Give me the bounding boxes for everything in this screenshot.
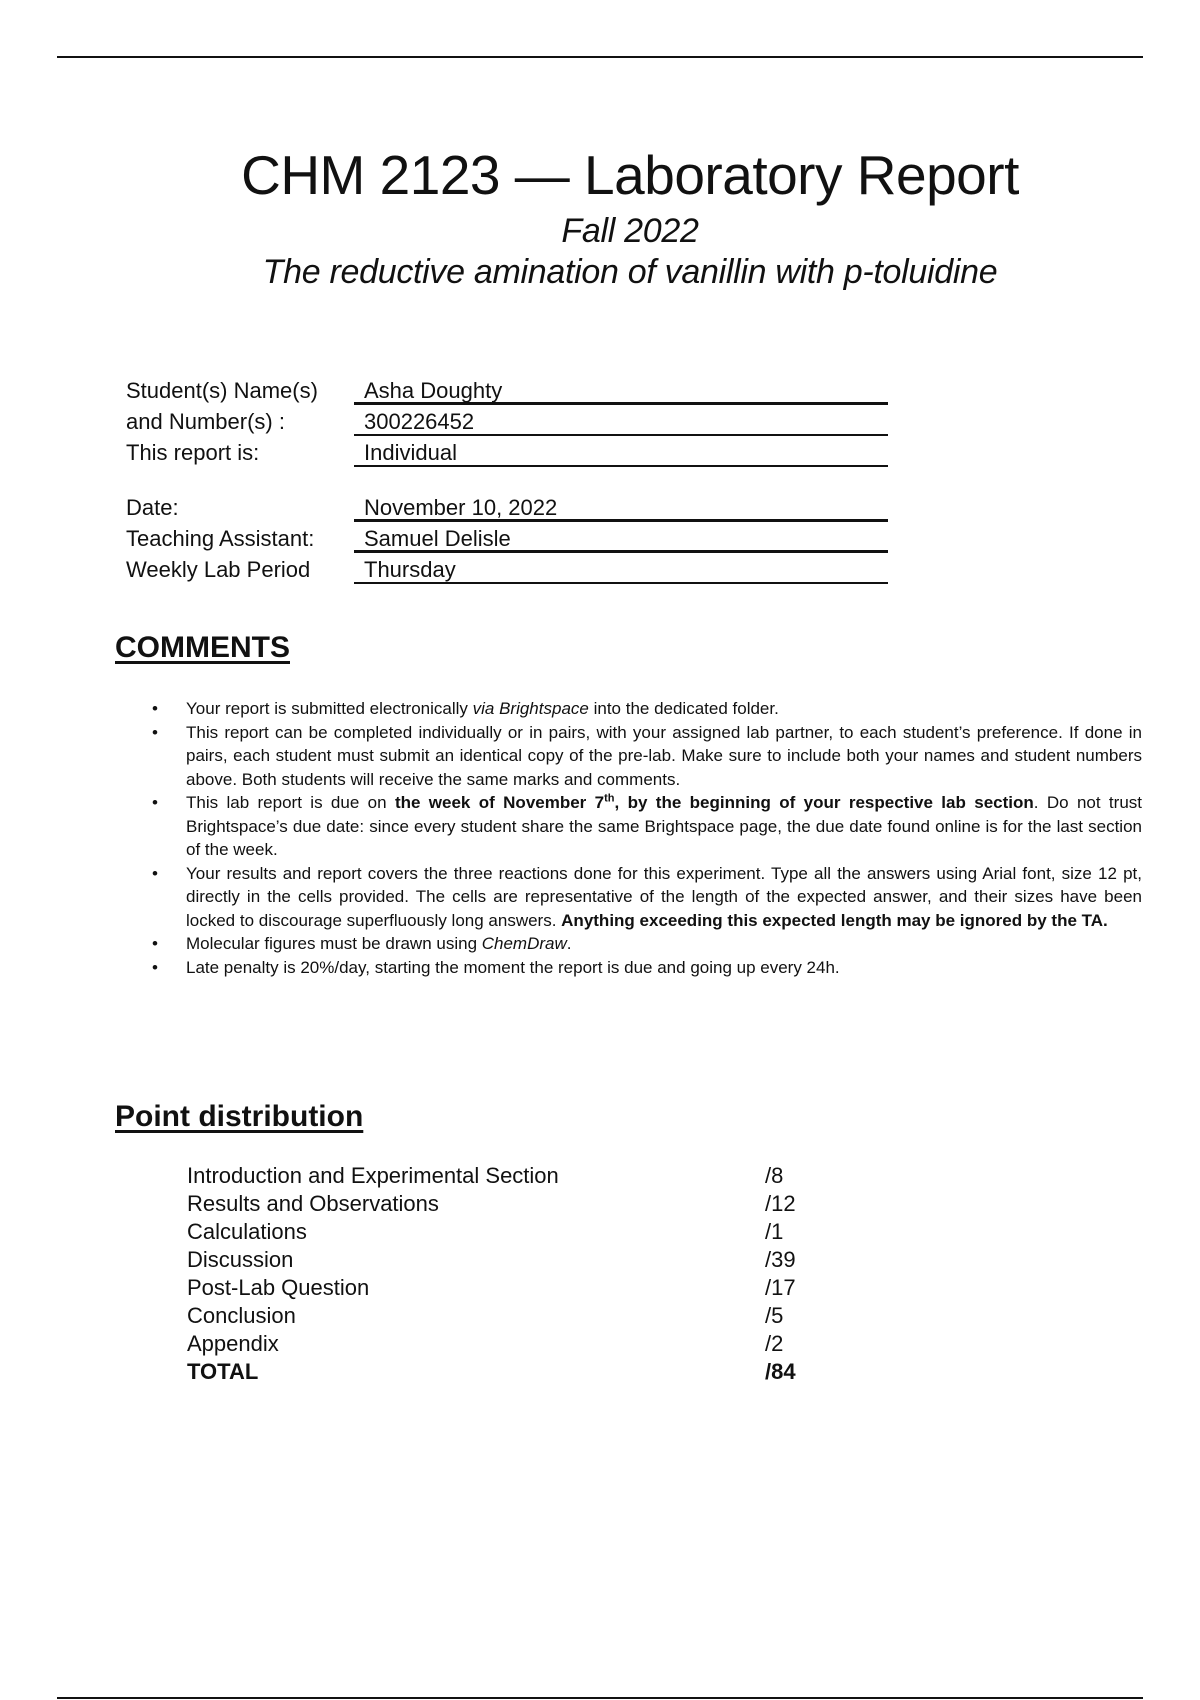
info-row-report-type bbox=[126, 438, 888, 469]
top-rule bbox=[57, 56, 1143, 58]
report-term: Fall 2022 bbox=[561, 212, 699, 250]
info-label: Student(s) Name(s) bbox=[126, 378, 318, 403]
teaching-assistant-field[interactable]: Samuel Delisle bbox=[354, 524, 888, 553]
info-label: This report is: bbox=[126, 440, 260, 465]
student-name-field[interactable]: Asha Doughty bbox=[354, 376, 888, 405]
bullet-icon: • bbox=[152, 722, 158, 742]
table-row: Post-Lab Question /17 bbox=[187, 1275, 796, 1300]
list-item: • Your report is submitted electronically via Brightspace into the dedicated folder. bbox=[152, 697, 1142, 721]
list-item: • Molecular figures must be drawn using ChemDraw. bbox=[152, 932, 1142, 956]
total-row: TOTAL /84 bbox=[187, 1359, 796, 1384]
report-type-field[interactable]: Individual bbox=[354, 438, 888, 467]
info-label: Date: bbox=[126, 495, 179, 520]
bottom-rule bbox=[57, 1697, 1143, 1699]
info-row-lab-period bbox=[126, 555, 888, 586]
bullet-icon: • bbox=[152, 934, 158, 953]
student-number-field[interactable]: 300226452 bbox=[354, 407, 888, 436]
bullet-icon: • bbox=[152, 793, 158, 812]
info-row-ta bbox=[126, 524, 888, 555]
bullet-icon: • bbox=[152, 699, 158, 718]
table-row: Appendix /2 bbox=[187, 1331, 784, 1356]
student-info-block bbox=[126, 376, 888, 586]
table-row: Calculations /1 bbox=[187, 1219, 784, 1244]
list-item: • This report can be completed individually or in pairs, with your assigned lab partner, to each student’s preference. If done in pairs, each student must submit an identical copy of the pre-lab. Make sure to include both your names and student numbers above. Both students will receive the same marks and comments. bbox=[152, 722, 1142, 789]
bullet-icon: • bbox=[152, 863, 158, 883]
info-label: Weekly Lab Period bbox=[126, 557, 311, 582]
info-row-name bbox=[126, 376, 888, 407]
info-row-date bbox=[126, 493, 888, 524]
info-row-number bbox=[126, 407, 888, 438]
lab-period-field[interactable]: Thursday bbox=[354, 555, 888, 584]
date-field[interactable]: November 10, 2022 bbox=[354, 493, 888, 522]
list-item: • Your results and report covers the three reactions done for this experiment. Type all the answers using Arial font, size 12 pt, directly in the cells provided. The cells are representative of the length of the expected answer, and their sizes have been locked to discourage superfluously long answers. Anything exceeding this expected length may be ignored by the TA. bbox=[152, 863, 1142, 930]
table-row: Results and Observations /12 bbox=[187, 1191, 796, 1216]
table-row: Introduction and Experimental Section /8 bbox=[187, 1163, 784, 1188]
bullet-icon: • bbox=[152, 957, 158, 977]
point-distribution-table bbox=[187, 1163, 887, 1387]
table-row: Discussion /39 bbox=[187, 1247, 796, 1272]
comments-list bbox=[152, 697, 1142, 979]
info-label: Teaching Assistant: bbox=[126, 526, 315, 551]
experiment-title: The reductive amination of vanillin with p-toluidine bbox=[262, 253, 998, 291]
list-item: • Late penalty is 20%/day, starting the moment the report is due and going up every 24h. bbox=[152, 956, 1142, 980]
comments-heading: COMMENTS bbox=[115, 631, 290, 664]
info-label: and Number(s) : bbox=[126, 409, 285, 434]
list-item: • This lab report is due on the week of November 7th, by the beginning of your respective lab section. Do not trust Brightspace’s due date: since every student share the same Brightspace page, the due date found online is for the last section of the week. bbox=[152, 792, 1142, 859]
table-row: Conclusion /5 bbox=[187, 1303, 784, 1328]
report-title: CHM 2123 — Laboratory Report bbox=[241, 144, 1019, 206]
point-distribution-heading: Point distribution bbox=[115, 1100, 364, 1133]
